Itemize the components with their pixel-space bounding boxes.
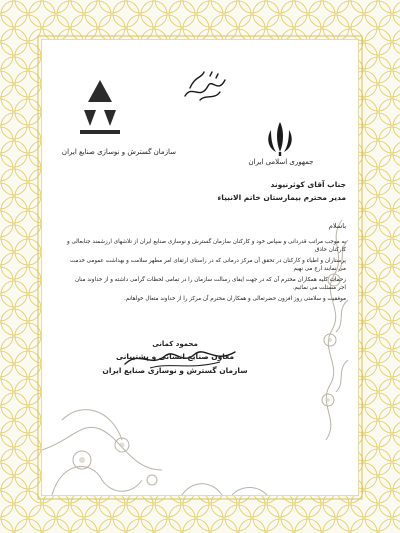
signatory-org: سازمان گسترش و نوسازی صنایع ایران bbox=[102, 366, 248, 375]
signatory-name: محمود کمانی bbox=[152, 340, 198, 348]
left-org-name: سازمان گسترش و نوسازی صنایع ایران bbox=[61, 148, 177, 156]
salutation: باسلام bbox=[328, 222, 346, 230]
body-line-1: به موجب مراتب قدردانی و سپاس خود و کارکنان سازمان گسترش و نوسازی صنایع ایران از تلاشهای ارزشمند جنابعالی و کارکنان حاذق bbox=[66, 239, 346, 253]
calligraphy-bismillah-icon bbox=[180, 66, 230, 106]
body-line-4: موفقیت و سلامتی روز افزون حضرتعالی و همکاران محترم آن مرکز را از خداوند متعال خواهانم. bbox=[123, 296, 346, 302]
body-line-3: زحمات کلیه همکاران محترم آن که در جهت ایفای رسالت سازمان را در تمامی لحظات گرامی داشته و از خداوند منان اجر مسئلت می نمائیم. bbox=[74, 277, 346, 291]
idro-logo-icon bbox=[70, 74, 130, 144]
signatory-title: معاون صنایع انسانی و پشتیبانی bbox=[115, 352, 235, 361]
body-line-2: پرستاران و اطباء و کارکنان در تحقق آن مرکز درمانی که در راستای ارتقای امر مطهر سلامت و بهداشت عمومی خدمت می نمایند ارج می نهیم bbox=[70, 258, 346, 272]
recipient-title: مدیر محترم بیمارستان خاتم الانبیاء bbox=[217, 193, 346, 202]
recipient-name: جناب آقای کوثرنیوند bbox=[270, 180, 346, 189]
iran-emblem-icon bbox=[262, 118, 298, 158]
right-org-name: جمهوری اسلامی ایران bbox=[248, 158, 314, 166]
